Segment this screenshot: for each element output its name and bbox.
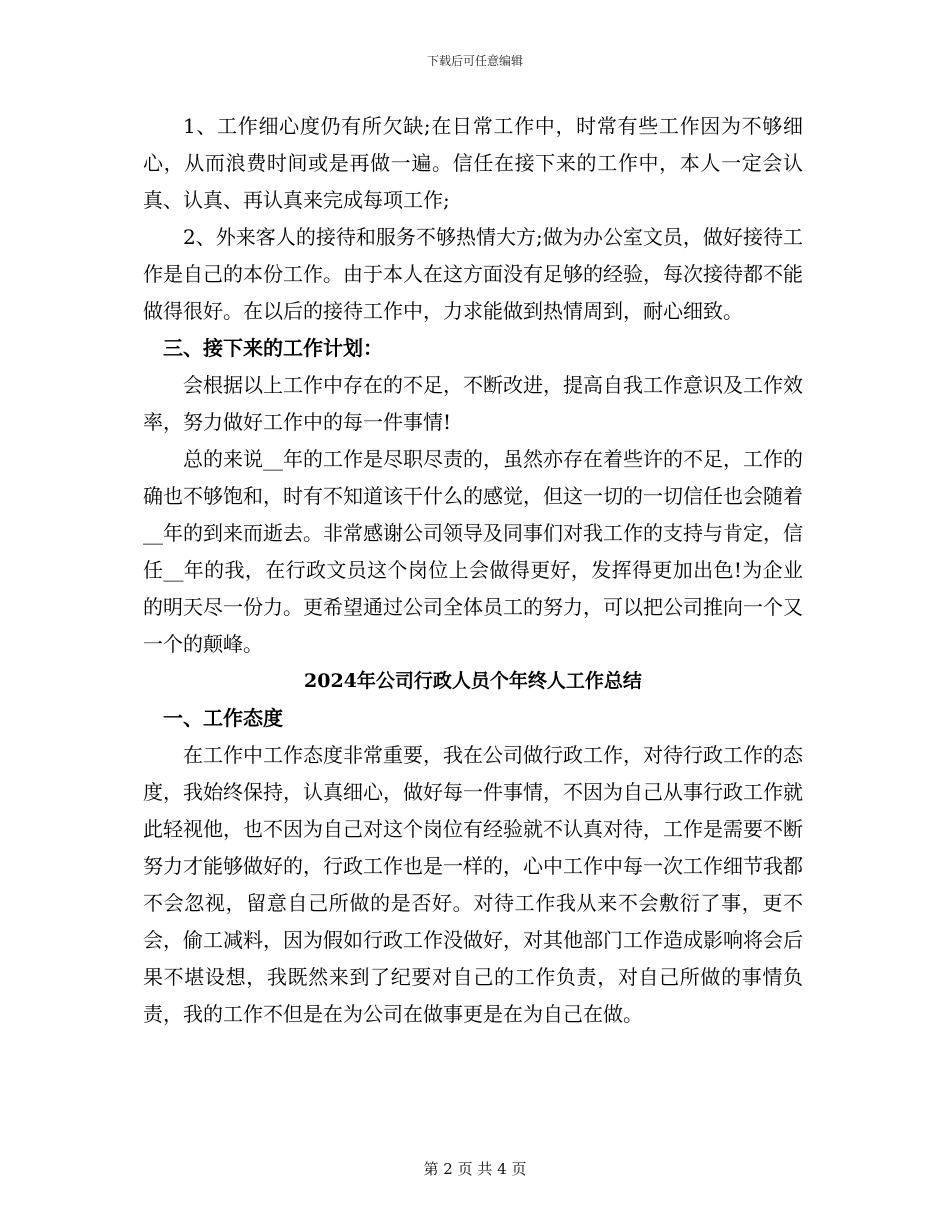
paragraph-summary: 总的来说__年的工作是尽职尽责的，虽然亦存在着些许的不足，工作的确也不够饱和，时有不知道该干什么的感觉，但这一切的一切信任也会随着__年的到来而逝去。非常感谢公司领导及同事们对我工作的支持与肯定，信任__年的我，在行政文员这个岗位上会做得更好，发挥得更加出色!为企业的明天尽一份力。更希望通过公司全体员工的努力，可以把公司推向一个又一个的颠峰。 [143, 447, 803, 656]
document-body [143, 108, 803, 1033]
header-note: 下载后可任意编辑 [426, 54, 523, 68]
document-title: 2024年公司行政人员个年终人工作总结 [304, 670, 642, 692]
section-heading-work-attitude: 一、工作态度 [163, 706, 283, 730]
paragraph-guest-reception: 2、外来客人的接待和服务不够热情大方;做为办公室文员，做好接待工作是自己的本份工作。由于本人在这方面没有足够的经验，每次接待都不能做得很好。在以后的接待工作中，力求能做到热情周到，耐心细致。 [143, 225, 803, 323]
paragraph-improvement: 会根据以上工作中存在的不足，不断改进，提高自我工作意识及工作效率，努力做好工作中的每一件事情! [143, 373, 803, 434]
paragraph-attention-to-detail: 1、工作细心度仍有所欠缺;在日常工作中，时常有些工作因为不够细心，从而浪费时间或是再做一遍。信任在接下来的工作中，本人一定会认真、认真、再认真来完成每项工作; [143, 114, 803, 212]
section-heading-work-plan: 三、接下来的工作计划： [163, 336, 383, 360]
paragraph-work-attitude: 在工作中工作态度非常重要，我在公司做行政工作，对待行政工作的态度，我始终保持，认真细心，做好每一件事情，不因为自己从事行政工作就此轻视他，也不因为自己对这个岗位有经验就不认真对待，工作是需要不断努力才能够做好的，行政工作也是一样的，心中工作中每一次工作细节我都不会忽视，留意自己所做的是否好。对待工作我从来不会敷衍了事，更不会，偷工减料，因为假如行政工作没做好，对其他部门工作造成影响将会后果不堪设想，我既然来到了纪要对自己的工作负责，对自己所做的事情负责，我的工作不但是在为公司在做事更是在为自己在做。 [143, 743, 803, 1026]
page-number: 第 2 页 共 4 页 [423, 1160, 527, 1178]
